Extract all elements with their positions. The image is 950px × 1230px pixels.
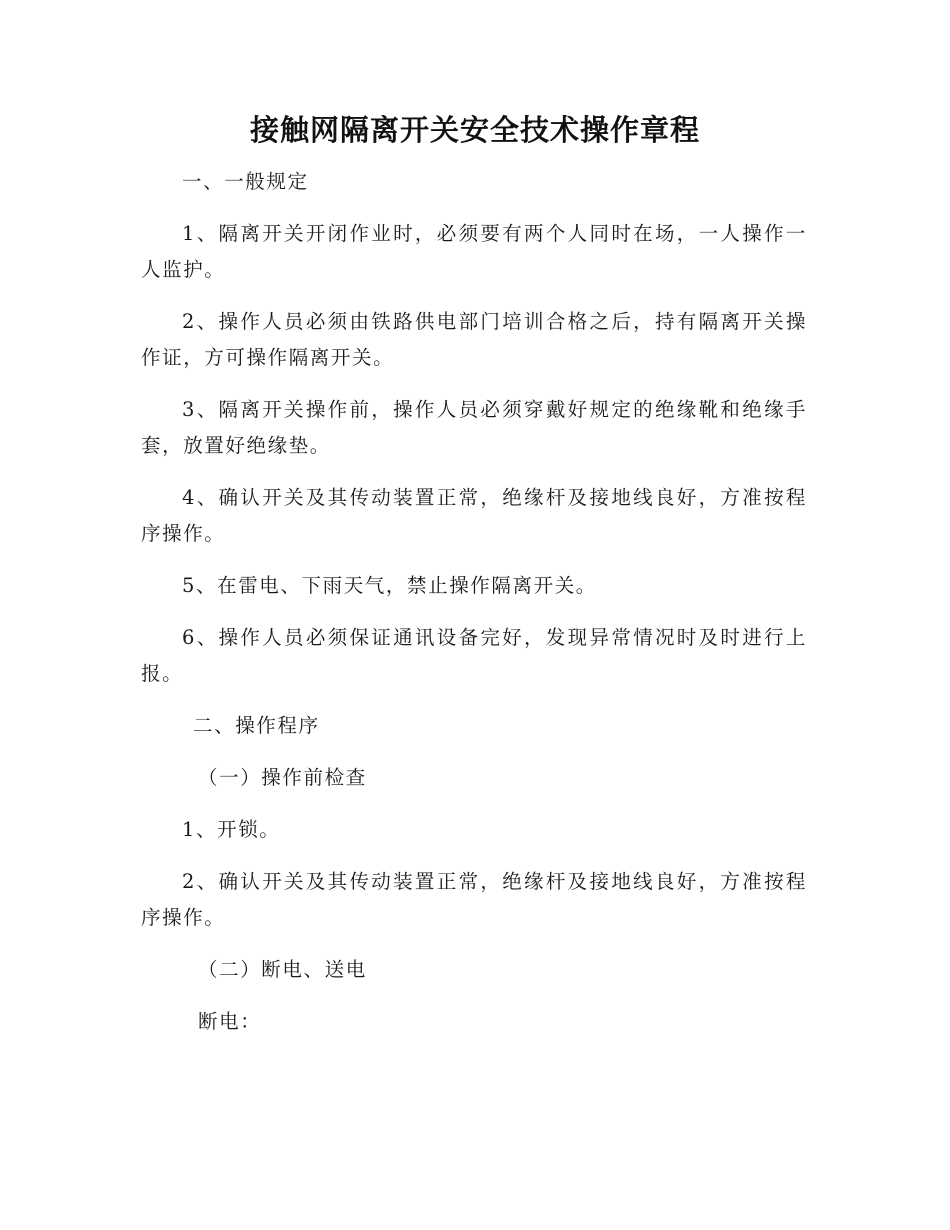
- document-body: [141, 164, 807, 1056]
- rule-item-3: 3、隔离开关操作前，操作人员必须穿戴好规定的绝缘靴和绝缘手套，放置好绝缘垫。: [141, 398, 807, 457]
- rule-item-2: 2、操作人员必须由铁路供电部门培训合格之后，持有隔离开关操作证，方可操作隔离开关。: [141, 310, 807, 369]
- section-heading-procedure: 二、操作程序: [193, 714, 320, 737]
- rule-item-5: 5、在雷电、下雨天气，禁止操作隔离开关。: [182, 574, 597, 597]
- section-heading-general-rules: 一、一般规定: [182, 170, 309, 193]
- subsection-heading-precheck: （一）操作前检查: [198, 766, 367, 789]
- rule-item-1: 1、隔离开关开闭作业时，必须要有两个人同时在场，一人操作一人监护。: [141, 222, 807, 281]
- precheck-item-1: 1、开锁。: [182, 818, 281, 841]
- document-title: 接触网隔离开关安全技术操作章程: [249, 113, 700, 147]
- precheck-item-2: 2、确认开关及其传动装置正常，绝缘杆及接地线良好，方准按程序操作。: [141, 870, 807, 929]
- subsection-heading-power: （二）断电、送电: [198, 958, 367, 981]
- power-off-label: 断电：: [198, 1010, 262, 1033]
- rule-item-6: 6、操作人员必须保证通讯设备完好，发现异常情况时及时进行上报。: [141, 626, 807, 685]
- rule-item-4: 4、确认开关及其传动装置正常，绝缘杆及接地线良好，方准按程序操作。: [141, 486, 807, 545]
